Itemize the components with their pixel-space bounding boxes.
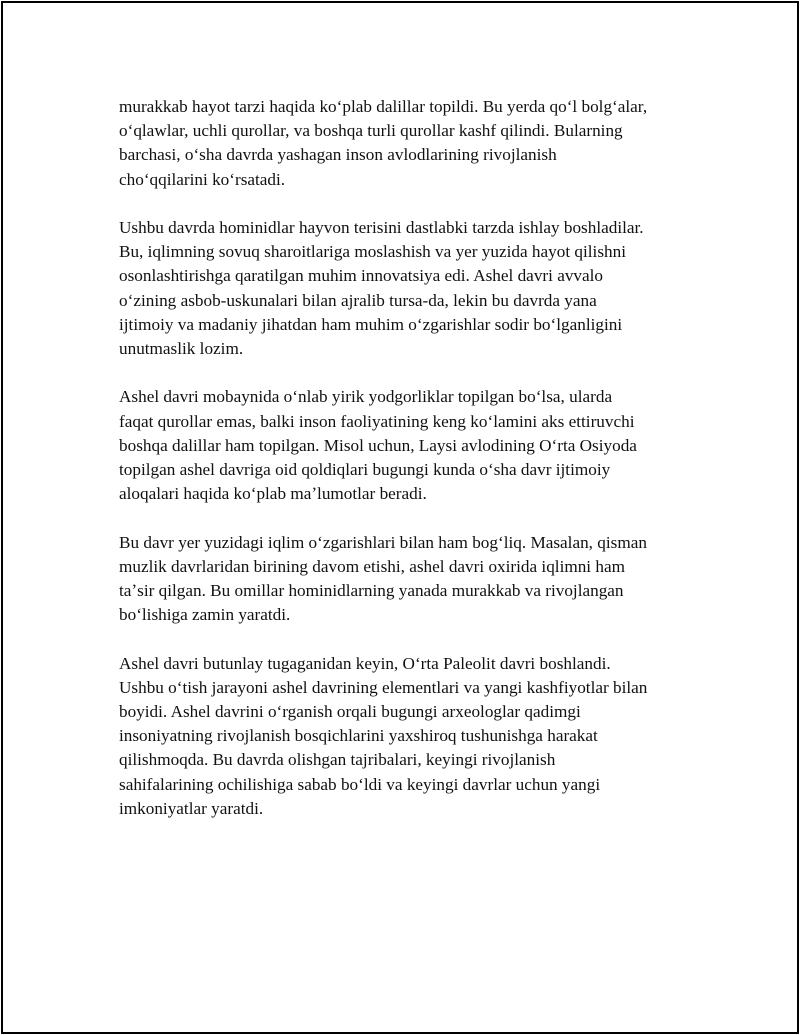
document-page xyxy=(1,1,799,1034)
paragraph-5: Ashel davri butunlay tugaganidan keyin, Oʻrta Paleolit davri boshlandi. Ushbu oʻtish jarayoni ashel davrining elementlari va yangi kashfiyotlar bilan boyidi. Ashel davrini oʻrganish orqali bugungi arxeologlar qadimgi insoniyatning rivojlanish bosqichlarini yaxshiroq tushunishga harakat qilishmoqda. Bu davrda olishgan tajribalari, keyingi rivojlanish sahifalarining ochilishiga sabab boʻldi va keyingi davrlar uchun yangi imkoniyatlar yaratdi. xyxy=(119,653,648,818)
paragraph-4: Bu davr yer yuzidagi iqlim oʻzgarishlari bilan ham bogʻliq. Masalan, qisman muzlik davrlaridan birining davom etishi, ashel davri oxirida iqlimni ham taʼsir qilgan. Bu omillar hominidlarning yanada murakkab va rivojlangan boʻlishiga zamin yaratdi. xyxy=(119,532,647,625)
paragraph-1: murakkab hayot tarzi haqida koʻplab dalillar topildi. Bu yerda qoʻl bolgʻalar, oʻqlawlar, uchli qurollar, va boshqa turli qurollar kashf qilindi. Bularning barchasi, oʻsha davrda yashagan inson avlodlarining rivojlanish choʻqqilarini koʻrsatadi. xyxy=(119,97,648,189)
paragraph-2: Ushbu davrda hominidlar hayvon terisini dastlabki tarzda ishlay boshladilar. Bu, iqlimning sovuq sharoitlariga moslashish va yer yuzida hayot qilishni osonlashtirishga qaratilgan muhim innovatsiya edi. Ashel davri avvalo oʻzining asbob-uskunalari bilan ajralib tursa-da, lekin bu davrda yana ijtimoiy va madaniy jihatdan ham muhim oʻzgarishlar sodir boʻlganligini unutmaslik lozim. xyxy=(119,218,644,359)
paragraph-3: Ashel davri mobaynida oʻnlab yirik yodgorliklar topilgan boʻlsa, ularda faqat qurollar emas, balki inson faoliyatining keng koʻlamini aks ettiruvchi boshqa dalillar ham topilgan. Misol uchun, Laysi avlodining Oʻrta Osiyoda topilgan ashel davriga oid qoldiqlari bugungi kunda oʻsha davr ijtimoiy aloqalari haqida koʻplab maʼlumotlar beradi. xyxy=(119,387,637,504)
document-body xyxy=(119,95,699,821)
